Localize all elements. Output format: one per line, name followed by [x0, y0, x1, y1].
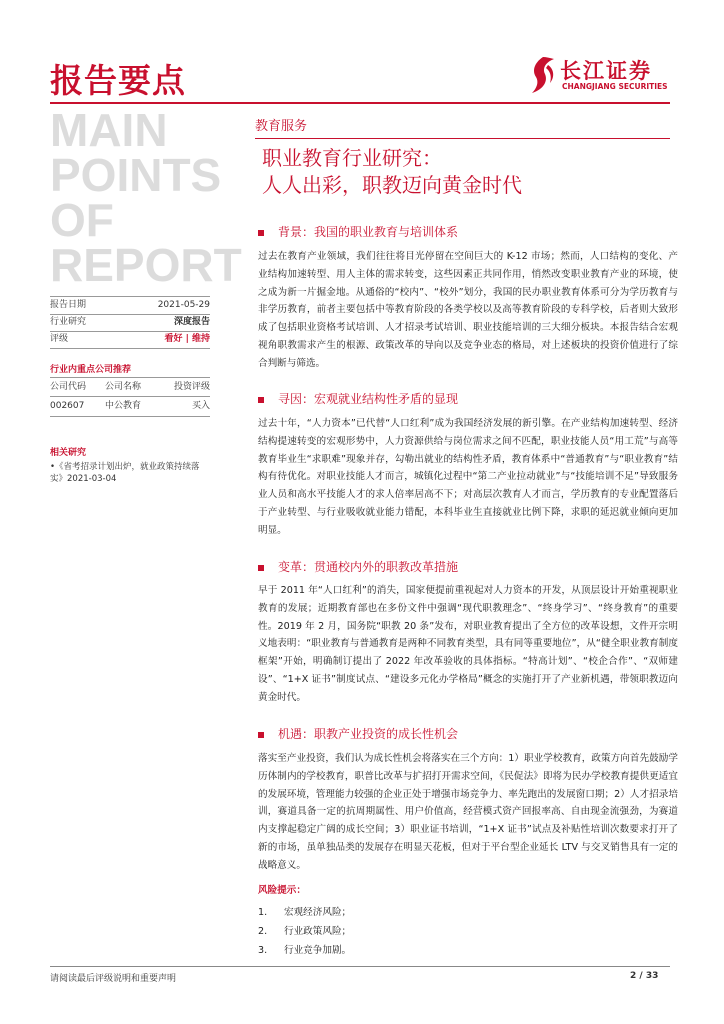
headline-line-1: 职业教育行业研究：: [262, 146, 442, 170]
bullet-square-icon: [258, 732, 264, 738]
section-heading-opportunity: 机遇：职教产业投资的成长性机会: [258, 725, 458, 742]
bullet-square-icon: [258, 230, 264, 236]
stocks-divider: [50, 396, 210, 397]
list-item: 2. 行业政策风险；: [258, 926, 352, 937]
meta-value: 2021-05-29: [157, 300, 210, 310]
section-heading-cause: 寻因：宏观就业结构性矛盾的显现: [258, 390, 458, 407]
meta-label: 行业研究: [50, 317, 87, 327]
company-logo: [528, 55, 678, 97]
meta-label: 报告日期: [50, 300, 87, 310]
section-body-background: 过去在教育产业领域，我们往往将目光停留在空间巨大的 K-12 市场；然而，人口结构的变化、产业结构加速转型、用人主体的需求转变，这些因素正共同作用，悄然改变职业教育产业的环境，使之成为新一片掘金地。从通俗的“校内”、“校外”划分，我国的民办职业教育体系可分为学历教育与非学历教育，前者主要包括中等教育阶段的各类学校以及高等教育阶段的专科学校，后者则大致形成了包括职业资格考试培训、人才招录考试培训、职业技能培训的三大细分板块。本报告结合宏观视角职教需求产生的根源、政策改革的导向以及竞争业态的格局，对上述板块的投资价值进行了综合判断与筛选。: [258, 251, 678, 369]
list-item: 1. 宏观经济风险；: [258, 907, 352, 918]
report-headline: [262, 145, 522, 199]
page-number: 2 / 33: [630, 971, 659, 981]
section-body-reform: 早于 2011 年“人口红利”的消失，国家便提前重视起对人力资本的开发，从顶层设计开始重视职业教育的发展；近期教育部也在多份文件中强调“现代职教理念”、“终身学习”、“终身教育”的重要性。2019 年 2 月，国务院“职教 20 条”发布，对职业教育提出了全方位的改革设想，文件开宗明义地表明：“职业教育与普通教育是两种不同教育类型，具有同等重要地位”，从“健全职业教育制度框架”开始，明确制订提出了 2022 年改革验收的具体指标。“特高计划”、“校企合作”、“双师建设”、“1+X 证书”制度试点、“建设多元化办学格局”概念的实施打开了产业新机遇，带领职教迈向黄金时代。: [258, 585, 678, 703]
meta-value: 深度报告: [173, 317, 210, 327]
stocks-header-name: 公司名称: [105, 382, 142, 392]
rating-value: 看好 | 维持: [164, 334, 210, 344]
section-body-opportunity: 落实至产业投资，我们认为成长性机会将落实在三个方向：1）职业学校教育，政策方向首先鼓励学历体制内的学校教育，职普比改革与扩招打开需求空间，《民促法》即将为民办学校教育提供更适宜的发展环境，管理能力较强的企业正处于增强市场竞争力、率先跑出的发展窗口期；2）人才招录培训，赛道具备一定的抗周期属性、用户价值高，经营模式资产回报率高、自由现金流强劲，为赛道内支撑起稳定广阔的成长空间；3）职业证书培训，“1+X 证书”试点及补贴性培训次数要求打开了新的市场，虽单独品类的发展存在明显天花板，但对于平台型企业延长 LTV 与交叉销售具有一定的战略意义。: [258, 753, 678, 871]
logo-text-cn: 长江证券: [560, 59, 652, 83]
meta-divider: [50, 348, 210, 349]
stocks-divider: [50, 377, 210, 378]
list-item: 3. 行业竞争加剧。: [258, 945, 352, 956]
footer-disclaimer: 请阅读最后评级说明和重要声明: [50, 974, 177, 984]
stock-rating: 买入: [191, 401, 210, 411]
stocks-header-row: [50, 380, 210, 394]
related-item[interactable]: •《省考招录计划出炉，就业政策持续落实》2021-03-04: [50, 462, 200, 484]
bullet-square-icon: [258, 397, 264, 403]
report-title: 报告要点: [50, 61, 186, 100]
meta-row-date: [50, 297, 210, 313]
stocks-header-rating: 投资评级: [173, 382, 210, 392]
section-heading-background: 背景：我国的职业教育与培训体系: [258, 223, 458, 240]
stock-code: 002607: [50, 401, 85, 411]
meta-row-type: [50, 314, 210, 330]
meta-row-rating: [50, 331, 210, 347]
report-category: 教育服务: [255, 119, 308, 134]
table-row: [50, 399, 210, 413]
section-body-cause: 过去十年，“人力资本”已代替“人口红利”成为我国经济发展的新引擎。在产业结构加速转型、经济结构提速转变的宏观形势中，人力资源供给与岗位需求之间不匹配，职业技能人员“用工荒”与高等教育毕业生“求职难”现象并存，勾勒出就业的结构性矛盾，教育体系中“普通教育”与“职业教育”结构有待优化。对职业技能人才而言，城镇化过程中“第二产业拉动就业”与“技能培训不足”导致服务业人员和高水平技能人才的求人倍率居高不下；对高层次教育人才而言，学历教育的专业配置落后于产业转型、与行业吸收就业能力错配，本科毕业生直接就业比例下降，求职的延迟就业倾向更加明显。: [258, 418, 678, 536]
stocks-divider: [50, 416, 210, 417]
related-title: 相关研究: [50, 448, 87, 458]
stocks-header-code: 公司代码: [50, 382, 87, 392]
headline-line-2: 人人出彩，职教迈向黄金时代: [262, 173, 522, 197]
category-divider: [255, 138, 670, 139]
logo-emblem-icon: [528, 55, 558, 95]
bullet-square-icon: [258, 565, 264, 571]
watermark-text: MAIN POINTS OF REPORT: [50, 104, 242, 291]
meta-label: 评级: [50, 334, 69, 344]
stock-name: 中公教育: [105, 401, 142, 411]
footer-divider: [50, 966, 670, 967]
logo-text-en: CHANGJIANG SECURITIES: [562, 82, 668, 91]
section-heading-reform: 变革：贯通校内外的职教改革措施: [258, 558, 458, 575]
risk-title: 风险提示：: [258, 885, 306, 896]
stocks-title: 行业内重点公司推荐: [50, 365, 132, 375]
